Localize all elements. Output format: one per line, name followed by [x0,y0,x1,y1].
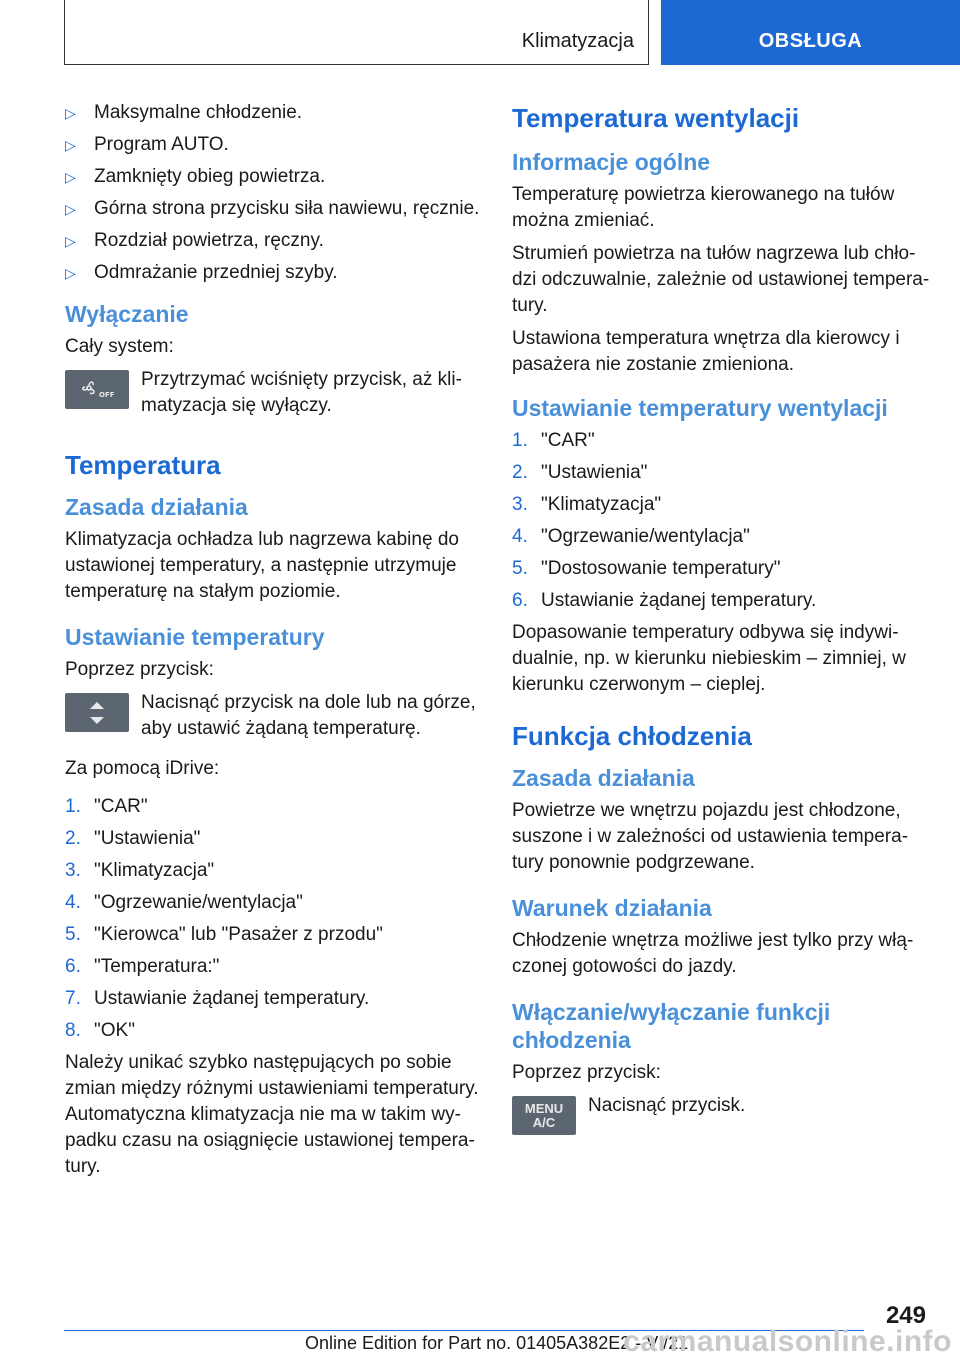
switch-off-intro: Cały system: [65,336,174,357]
set-intro: Poprzez przycisk: [65,659,214,680]
general-p1: Temperaturę powietrza kierowanego na tułów można zmieniać. [512,184,895,231]
heading-set-temperature: Ustawianie temperatury [65,624,325,650]
heading-vent-set: Ustawianie temperatury wentylacji [512,395,888,421]
list-item: ▷ Maksymalne chłodzenie. [65,100,481,126]
chapter-title: Klimatyzacja [521,30,634,52]
right-column [512,100,932,1149]
list-item: ▷ Program AUTO. [65,132,481,158]
fan-off-button-icon [65,370,129,409]
off-button-instruction: Przytrzymać wciśnięty przycisk, aż klimatyzacja się wyłączy. [141,369,462,416]
up-down-button-icon [65,693,129,732]
temp-button-row [65,690,481,742]
toggle-intro: Poprzez przycisk: [512,1062,661,1083]
list-item: 1. "CAR" [65,796,148,817]
list-item: 6. "Temperatura:" [65,956,220,977]
heading-vent-temperature: Temperatura wentylacji [512,103,800,133]
list-item: 6. Ustawianie żądanej temperatury. [512,590,817,611]
condition-text: Chłodzenie wnętrza możliwe jest tylko przy włączonej gotowości do jazdy. [512,930,914,977]
list-item: 8. "OK" [65,1020,135,1041]
closing-note: Należy unikać szybko następujących po sobie zmian między różnymi ustawieniami temperatury. Automatyczna klimatyzacja nie ma w takim wypadku czasu na osiągnięcie ustawionej temperatury. [65,1052,479,1177]
menu-ac-button-icon: MENU A/C [512,1096,576,1135]
heading-toggle-cooling: Włączanie/wyłączanie funkcji chłodzenia [512,999,831,1053]
list-item: ▷ Górna strona przycisku siła nawiewu, ręcznie. [65,196,481,222]
triangle-bullet-icon: ▷ [65,169,76,185]
list-item: ▷ Odmrażanie przedniej szyby. [65,260,481,286]
triangle-bullet-icon: ▷ [65,105,76,121]
triangle-bullet-icon: ▷ [65,265,76,281]
off-button-row [65,367,481,419]
idrive-intro: Za pomocą iDrive: [65,758,220,779]
heading-general: Informacje ogólne [512,149,711,175]
triangle-bullet-icon: ▷ [65,201,76,217]
principle-text: Klimatyzacja ochładza lub nagrzewa kabinę do ustawionej temperatury, a następnie utrzymuje temperaturę na stałym poziomie. [65,529,459,602]
list-item: ▷ Rozdział powietrza, ręczny. [65,228,481,254]
list-item: 2. "Ustawienia" [512,462,648,483]
idrive-steps-list [65,794,481,1044]
list-item: 4. "Ogrzewanie/wentylacja" [512,526,750,547]
left-column [65,100,481,1187]
heading-switch-off: Wyłączanie [65,301,189,327]
heading-cool-principle: Zasada działania [512,765,695,791]
section-tab-label: OBSŁUGA [758,30,863,52]
list-item: 2. "Ustawienia" [65,828,201,849]
heading-condition: Warunek działania [512,895,712,921]
feature-bullet-list [65,100,481,286]
list-item: 5. "Kierowca" lub "Pasażer z przodu" [65,924,383,945]
list-item: 7. Ustawianie żądanej temperatury. [65,988,370,1009]
list-item: 3. "Klimatyzacja" [512,494,662,515]
heading-principle: Zasada działania [65,494,248,520]
page-number: 249 [885,1302,926,1329]
temp-button-instruction: Nacisnąć przycisk na dole lub na górze, aby ustawić żądaną temperaturę. [141,692,476,739]
header-bar [64,0,649,65]
list-item: 3. "Klimatyzacja" [65,860,215,881]
svg-text:OFF: OFF [99,390,115,399]
triangle-bullet-icon: ▷ [65,137,76,153]
vent-steps-list [512,428,932,614]
footer-edition: Online Edition for Part no. 01405A382E2 - VI/21 [305,1333,689,1353]
list-item: 5. "Dostosowanie temperatury" [512,558,781,579]
menu-ac-instruction: Nacisnąć przycisk. [588,1095,746,1116]
general-p3: Ustawiona temperatura wnętrza dla kierowcy i pasażera nie zostanie zmieniona. [512,328,900,375]
list-item: 1. "CAR" [512,430,595,451]
cool-principle-text: Powietrze we wnętrzu pojazdu jest chłodzone, suszone i w zależności od ustawienia temperatury ponownie podgrzewane. [512,800,909,873]
heading-temperature: Temperatura [65,450,221,480]
triangle-bullet-icon: ▷ [65,233,76,249]
heading-cooling: Funkcja chłodzenia [512,721,752,751]
list-item: 4. "Ogrzewanie/wentylacja" [65,892,303,913]
vent-note: Dopasowanie temperatury odbywa się indywidualnie, np. w kierunku niebieskim – zimniej, w kierunku czerwonym – cieplej. [512,622,906,695]
watermark-logo: carmanualsonline.info [623,1325,952,1358]
menu-ac-button-row [512,1093,932,1135]
section-tab[interactable] [661,0,960,65]
list-item: ▷ Zamknięty obieg powietrza. [65,164,481,190]
general-p2: Strumień powietrza na tułów nagrzewa lub chłodzi odczuwalnie, zależnie od ustawionej temperatury. [512,243,930,316]
